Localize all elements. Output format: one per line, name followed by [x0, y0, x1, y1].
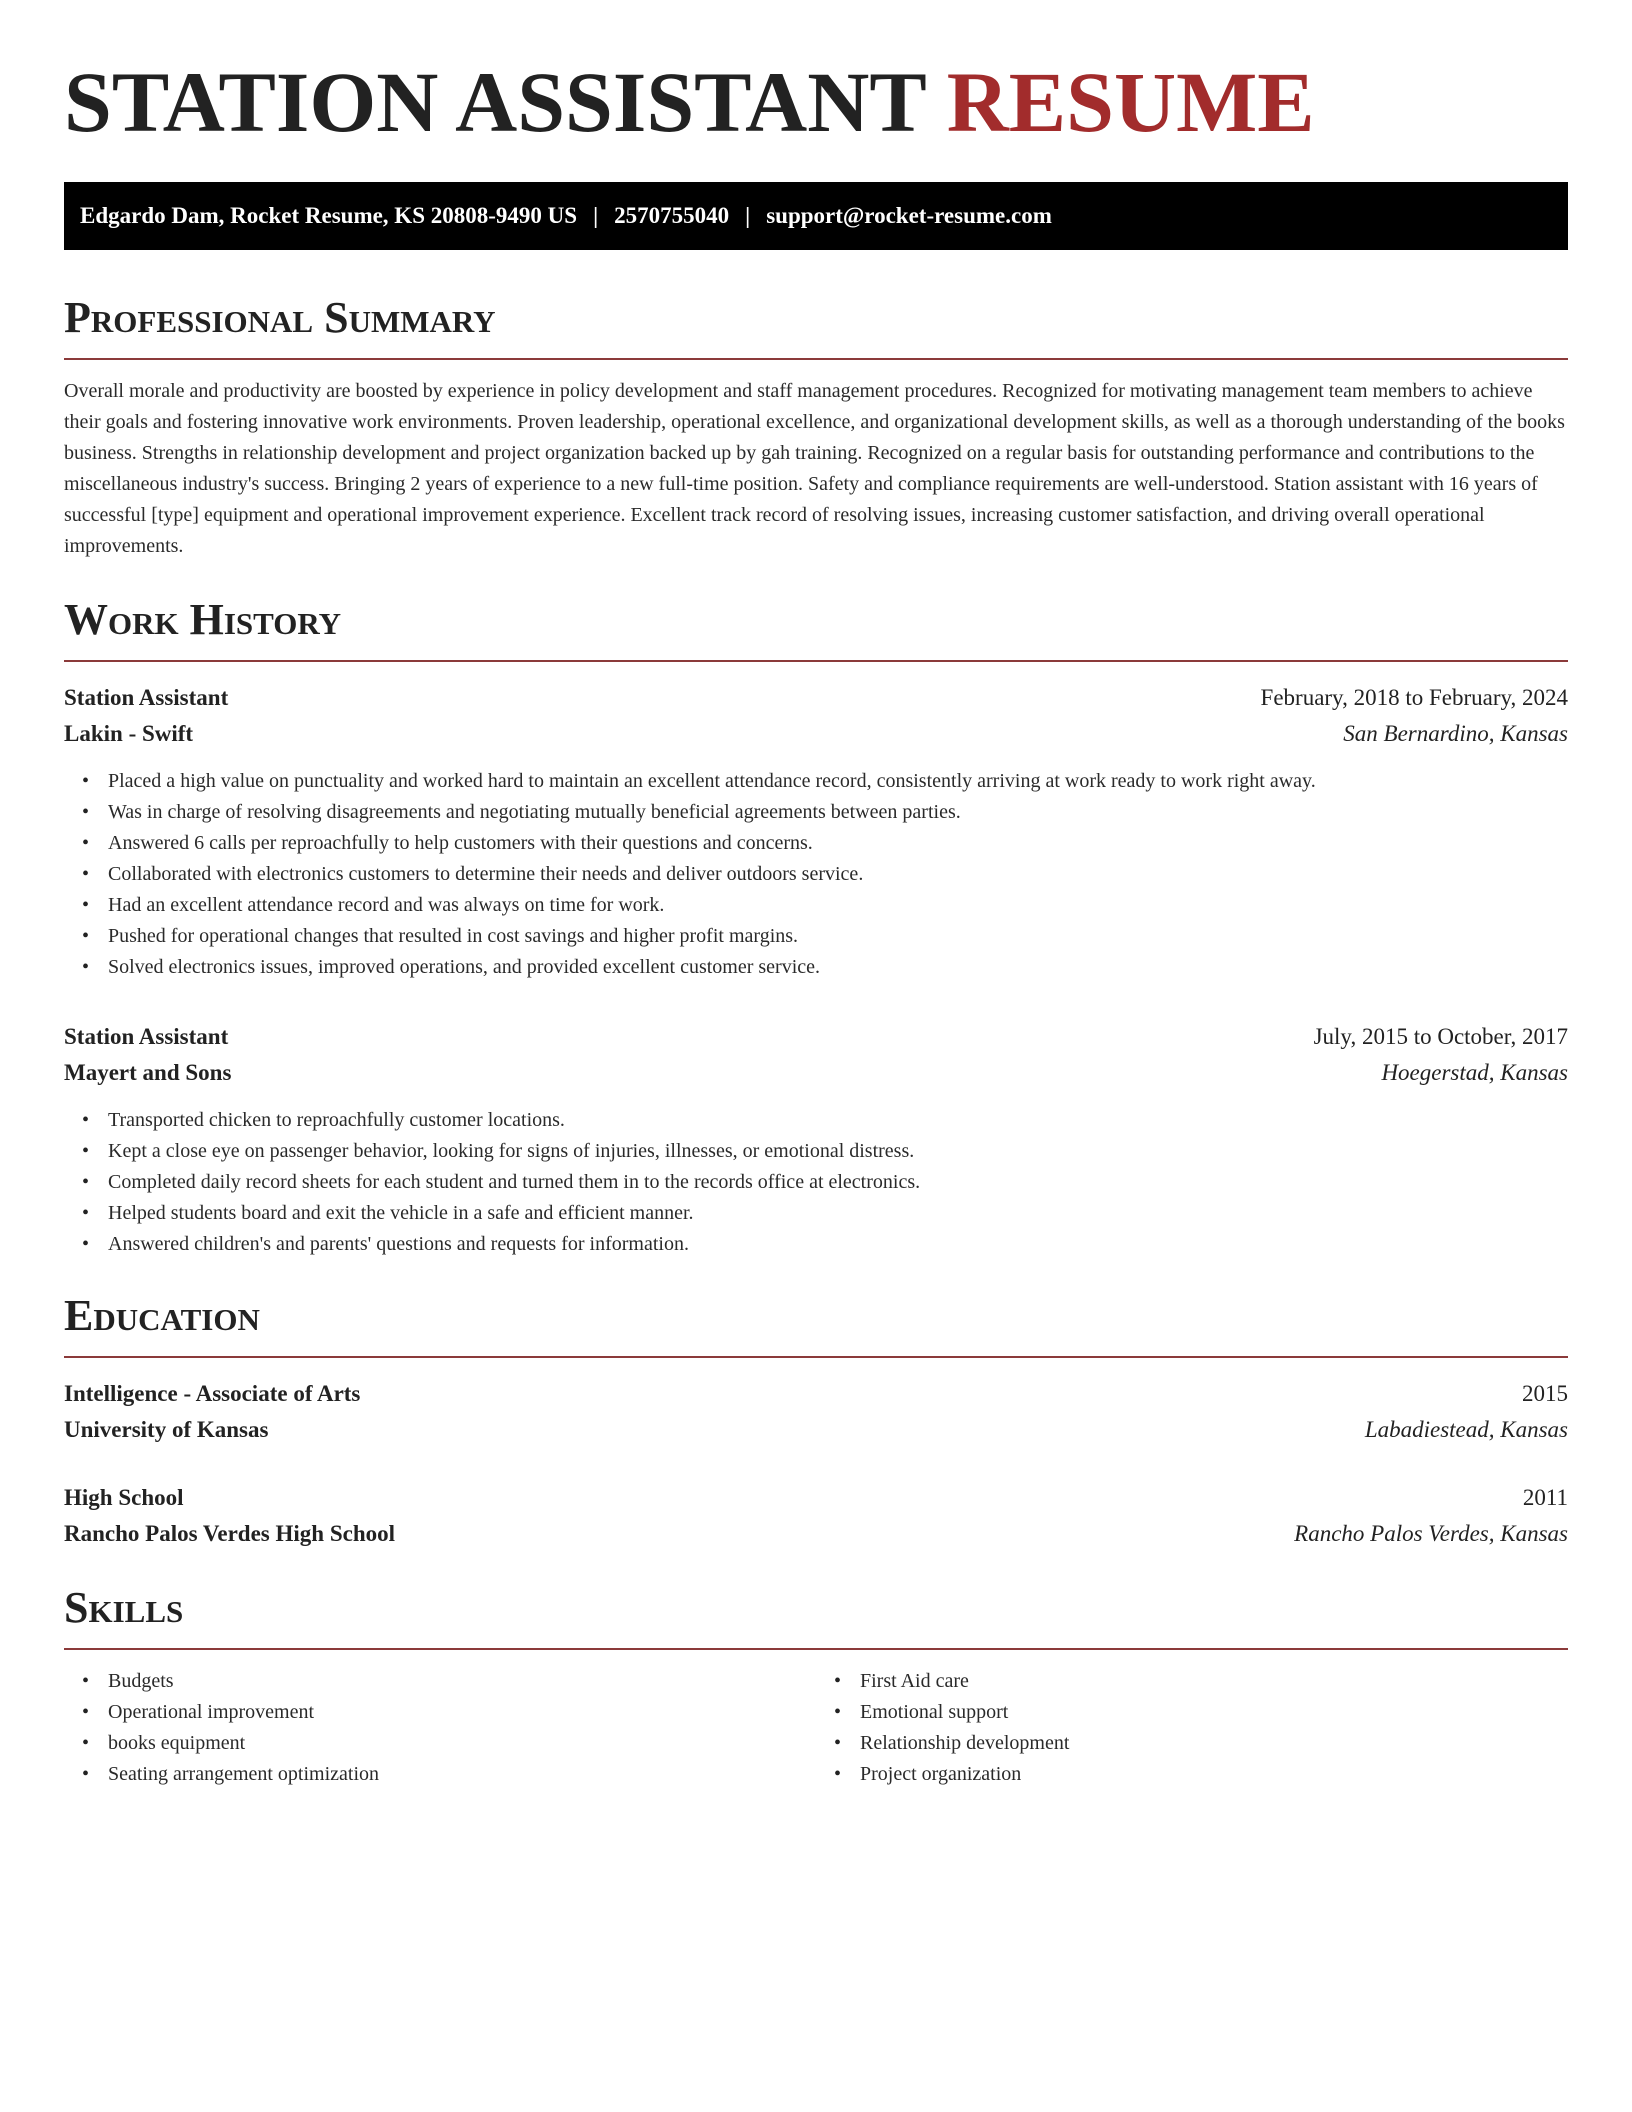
education-section [64, 1290, 1568, 1552]
summary-section [64, 292, 1568, 562]
contact-address: Edgardo Dam, Rocket Resume, KS 20808-9490 US [80, 203, 578, 228]
job-bullet: • Transported chicken to reproachfully customer locations. [108, 1105, 1568, 1136]
skills-list-left [64, 1666, 816, 1790]
job-company: Mayert and Sons [64, 1060, 232, 1085]
section-divider [64, 358, 1568, 360]
job-bullet: • Completed daily record sheets for each student and turned them in to the records office at electronics. [108, 1167, 1568, 1198]
job-title: Station Assistant [64, 685, 229, 710]
job-bullet-list [64, 1105, 1568, 1260]
job-bullet: • Solved electronics issues, improved operations, and provided excellent customer service. [108, 952, 1568, 983]
education-entry [64, 1376, 1568, 1448]
skills-list-right [816, 1666, 1568, 1790]
work-history-section [64, 594, 1568, 1260]
job-company-row [64, 716, 1568, 752]
education-school: Rancho Palos Verdes High School [64, 1521, 395, 1546]
education-year: 2011 [1522, 1485, 1568, 1510]
resume-title-main: STATION ASSISTANT [64, 54, 926, 150]
job-company: Lakin - Swift [64, 721, 194, 746]
skill-item: • Emotional support [860, 1697, 1568, 1728]
job-header-row [64, 680, 1568, 716]
summary-heading: Professional Summary [64, 293, 496, 342]
education-school-row [64, 1516, 1568, 1552]
job-entry [64, 680, 1568, 983]
skill-item: • books equipment [108, 1728, 816, 1759]
section-divider [64, 660, 1568, 662]
education-entry [64, 1480, 1568, 1552]
job-bullet-list [64, 766, 1568, 983]
job-dates: February, 2018 to February, 2024 [1260, 685, 1568, 710]
contact-phone: 2570755040 [614, 203, 730, 228]
summary-text: Overall morale and productivity are boosted by experience in policy development and staff management procedures. Recognized for motivating management team members to achieve their goals and fostering innovative work environments. Proven leadership, operational excellence, and organizational development skills, as well as a thorough understanding of the books business. Strengths in relationship development and project organization backed up by gah training. Recognized on a regular basis for outstanding performance and contributions to the miscellaneous industry's success. Bringing 2 years of experience to a new full-time position. Safety and compliance requirements are well-understood. Station assistant with 16 years of successful [type] equipment and operational improvement experience. Excellent track record of resolving issues, increasing customer satisfaction, and driving overall operational improvements. [64, 380, 1565, 557]
job-bullet: • Collaborated with electronics customers to determine their needs and deliver outdoors service. [108, 859, 1568, 890]
education-degree-row [64, 1480, 1568, 1516]
contact-bar [64, 182, 1568, 250]
job-bullet: • Pushed for operational changes that resulted in cost savings and higher profit margins. [108, 921, 1568, 952]
job-company-row [64, 1055, 1568, 1091]
job-dates: July, 2015 to October, 2017 [1313, 1024, 1568, 1049]
skill-item: • First Aid care [860, 1666, 1568, 1697]
contact-separator: | [593, 203, 599, 228]
education-degree-row [64, 1376, 1568, 1412]
contact-separator: | [745, 203, 751, 228]
education-degree: High School [64, 1485, 184, 1510]
skill-item: • Relationship development [860, 1728, 1568, 1759]
job-bullet: • Answered 6 calls per reproachfully to help customers with their questions and concerns. [108, 828, 1568, 859]
job-bullet: • Was in charge of resolving disagreements and negotiating mutually beneficial agreements between parties. [108, 797, 1568, 828]
job-bullet: • Helped students board and exit the vehicle in a safe and efficient manner. [108, 1198, 1568, 1229]
job-location: San Bernardino, Kansas [1343, 721, 1568, 746]
contact-email: support@rocket-resume.com [766, 203, 1052, 228]
education-location: Rancho Palos Verdes, Kansas [1294, 1521, 1568, 1546]
education-heading: Education [64, 1291, 260, 1340]
education-school-row [64, 1412, 1568, 1448]
education-year: 2015 [1522, 1381, 1568, 1406]
skill-item: • Project organization [860, 1759, 1568, 1790]
job-entry [64, 1019, 1568, 1260]
education-degree: Intelligence - Associate of Arts [64, 1381, 361, 1406]
resume-title [64, 52, 1568, 152]
resume-title-accent: RESUME [946, 54, 1315, 150]
job-location: Hoegerstad, Kansas [1381, 1060, 1568, 1085]
section-divider [64, 1356, 1568, 1358]
work-history-heading: Work History [64, 595, 342, 644]
job-header-row [64, 1019, 1568, 1055]
job-bullet: • Kept a close eye on passenger behavior, looking for signs of injuries, illnesses, or emotional distress. [108, 1136, 1568, 1167]
section-divider [64, 1648, 1568, 1650]
skills-grid [64, 1666, 1568, 1790]
skill-item: • Seating arrangement optimization [108, 1759, 816, 1790]
job-bullet: • Answered children's and parents' questions and requests for information. [108, 1229, 1568, 1260]
job-title: Station Assistant [64, 1024, 229, 1049]
job-bullet: • Placed a high value on punctuality and worked hard to maintain an excellent attendance record, consistently arriving at work ready to work right away. [108, 766, 1568, 797]
skills-heading: Skills [64, 1583, 184, 1632]
job-bullet: • Had an excellent attendance record and was always on time for work. [108, 890, 1568, 921]
education-location: Labadiestead, Kansas [1364, 1417, 1568, 1442]
skills-section [64, 1582, 1568, 1790]
skill-item: • Budgets [108, 1666, 816, 1697]
skill-item: • Operational improvement [108, 1697, 816, 1728]
education-school: University of Kansas [64, 1417, 269, 1442]
